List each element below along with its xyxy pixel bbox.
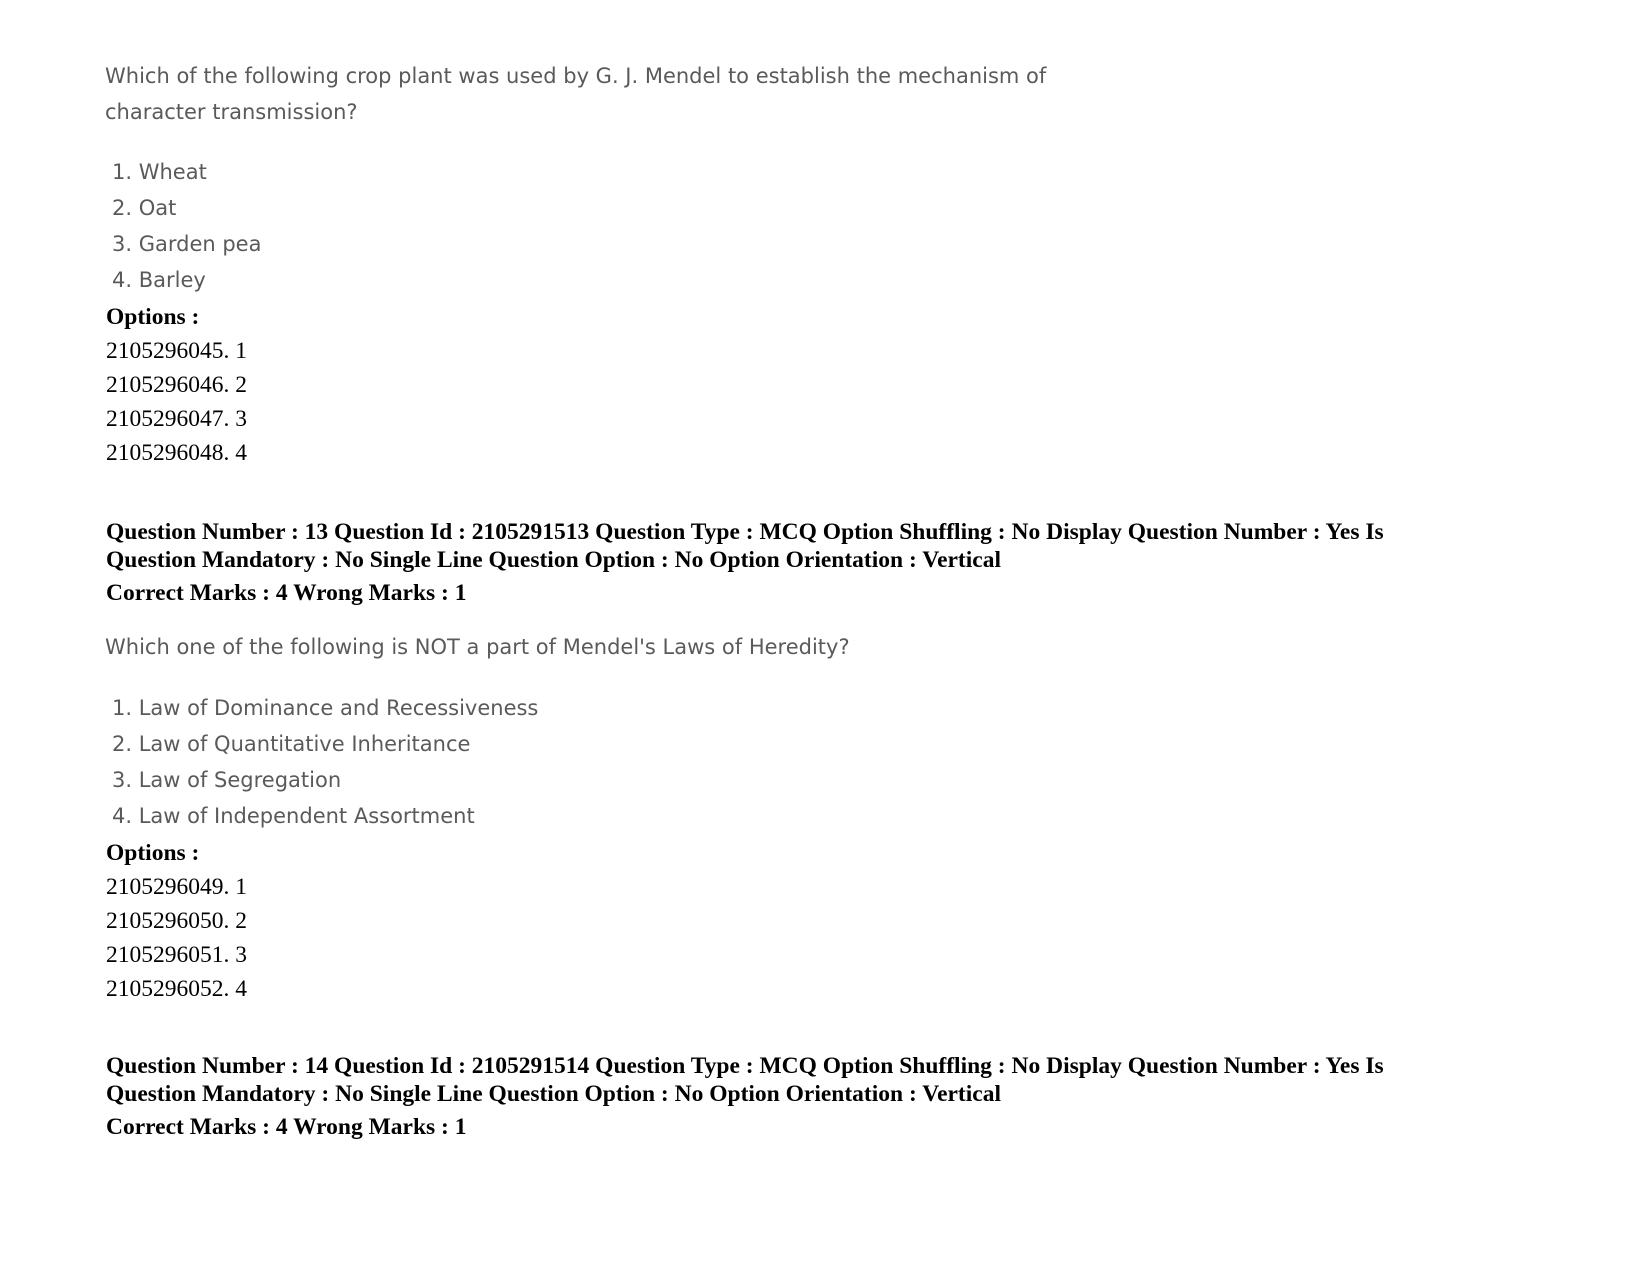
prev-option-id-3: 2105296047. 3 — [106, 406, 247, 432]
prev-question-choice-2: 2. Oat — [112, 196, 177, 220]
q13-options-label: Options : — [106, 840, 200, 866]
prev-question-choice-4: 4. Barley — [112, 268, 206, 292]
q13-choice-4: 4. Law of Independent Assortment — [112, 804, 475, 828]
prev-question-choice-1: 1. Wheat — [112, 160, 207, 184]
prev-option-id-2: 2105296046. 2 — [106, 372, 247, 398]
prev-option-id-4: 2105296048. 4 — [106, 440, 247, 466]
q13-option-id-4: 2105296052. 4 — [106, 976, 247, 1002]
q13-option-id-1: 2105296049. 1 — [106, 874, 247, 900]
q13-marks-line: Correct Marks : 4 Wrong Marks : 1 — [106, 580, 467, 606]
q14-meta-line-1: Question Number : 14 Question Id : 2105291514 Question Type : MCQ Option Shuffling : No Display Question Number : Yes Is — [106, 1053, 1384, 1079]
q13-meta-line-2: Question Mandatory : No Single Line Question Option : No Option Orientation : Vertical — [106, 547, 1001, 573]
prev-option-id-1: 2105296045. 1 — [106, 338, 247, 364]
q13-question-text: Which one of the following is NOT a part of Mendel's Laws of Heredity? — [105, 635, 850, 659]
prev-question-text-line-2: character transmission? — [105, 100, 358, 124]
q13-choice-1: 1. Law of Dominance and Recessiveness — [112, 696, 539, 720]
q13-meta-line-1: Question Number : 13 Question Id : 2105291513 Question Type : MCQ Option Shuffling : No Display Question Number : Yes Is — [106, 519, 1384, 545]
q14-meta-line-2: Question Mandatory : No Single Line Question Option : No Option Orientation : Vertical — [106, 1081, 1001, 1107]
q14-marks-line: Correct Marks : 4 Wrong Marks : 1 — [106, 1114, 467, 1140]
prev-question-choice-3: 3. Garden pea — [112, 232, 262, 256]
prev-options-label: Options : — [106, 304, 200, 330]
q13-choice-3: 3. Law of Segregation — [112, 768, 342, 792]
prev-question-text-line-1: Which of the following crop plant was used by G. J. Mendel to establish the mechanism of — [105, 64, 1047, 88]
q13-option-id-2: 2105296050. 2 — [106, 908, 247, 934]
q13-choice-2: 2. Law of Quantitative Inheritance — [112, 732, 471, 756]
q13-option-id-3: 2105296051. 3 — [106, 942, 247, 968]
